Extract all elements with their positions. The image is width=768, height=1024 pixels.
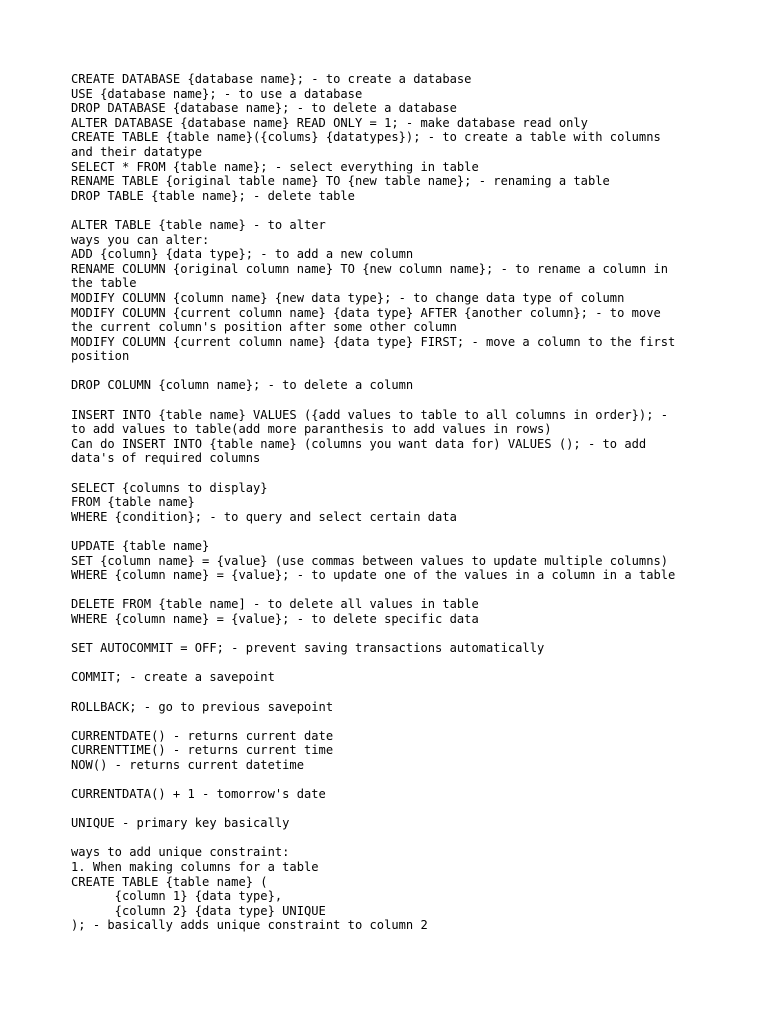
blank-line: [71, 393, 711, 408]
text-line: SET {column name} = {value} (use commas between values to update multiple columns): [71, 553, 669, 568]
text-line: and their datatype: [71, 144, 203, 159]
blank-line: [71, 685, 711, 700]
text-line: MODIFY COLUMN {column name} {new data type}; - to change data type of column: [71, 290, 625, 305]
text-line: data's of required columns: [71, 451, 261, 466]
text-line: RENAME COLUMN {original column name} TO {new column name}; - to rename a column in: [71, 261, 669, 276]
document-page: [71, 72, 711, 933]
text-line: the table: [71, 276, 137, 291]
text-line: the current column's position after some other column: [71, 320, 457, 335]
text-line: FROM {table name}: [71, 495, 195, 510]
text-line: ALTER TABLE {table name} - to alter: [71, 217, 326, 232]
text-line: COMMIT; - create a savepoint: [71, 670, 275, 685]
text-line: MODIFY COLUMN {current column name} {data type} FIRST; - move a column to the first: [71, 334, 676, 349]
blank-line: [71, 656, 711, 671]
blank-line: [71, 773, 711, 788]
text-line: position: [71, 349, 130, 364]
blank-line: [71, 524, 711, 539]
text-line: 1. When making columns for a table: [71, 860, 319, 875]
blank-line: [71, 714, 711, 729]
text-line: DROP COLUMN {column name}; - to delete a column: [71, 378, 414, 393]
text-line: INSERT INTO {table name} VALUES ({add values to table to all columns in order}); -: [71, 407, 669, 422]
text-line: CURRENTDATE() - returns current date: [71, 728, 334, 743]
text-line: WHERE {column name} = {value}; - to update one of the values in a column in a table: [71, 568, 676, 583]
text-line: ADD {column} {data type}; - to add a new column: [71, 247, 414, 262]
text-line: DELETE FROM {table name] - to delete all values in table: [71, 597, 479, 612]
text-line: CREATE TABLE {table name} (: [71, 874, 268, 889]
blank-line: [71, 364, 711, 379]
blank-line: [71, 466, 711, 481]
text-line: MODIFY COLUMN {current column name} {data type} AFTER {another column}; - to move: [71, 305, 661, 320]
text-line: CURRENTTIME() - returns current time: [71, 743, 334, 758]
text-line: {column 1} {data type},: [71, 889, 283, 904]
text-line: CREATE DATABASE {database name}; - to create a database: [71, 72, 472, 86]
text-line: CURRENTDATA() + 1 - tomorrow's date: [71, 787, 326, 802]
text-line: ); - basically adds unique constraint to column 2: [71, 918, 428, 933]
text-line: DROP DATABASE {database name}; - to delete a database: [71, 101, 457, 116]
blank-line: [71, 583, 711, 598]
text-line: RENAME TABLE {original table name} TO {new table name}; - renaming a table: [71, 174, 610, 189]
text-line: SELECT * FROM {table name}; - select everything in table: [71, 159, 479, 174]
blank-line: [71, 802, 711, 817]
text-line: {column 2} {data type} UNIQUE: [71, 903, 326, 918]
blank-line: [71, 203, 711, 218]
text-line: Can do INSERT INTO {table name} (columns you want data for) VALUES (); - to add: [71, 436, 647, 451]
text-line: SELECT {columns to display}: [71, 480, 268, 495]
text-line: UPDATE {table name}: [71, 539, 210, 553]
text-line: USE {database name}; - to use a database: [71, 86, 363, 101]
text-line: to add values to table(add more paranthesis to add values in rows): [71, 422, 552, 437]
text-line: DROP TABLE {table name}; - delete table: [71, 188, 355, 203]
text-line: ways you can alter:: [71, 232, 210, 247]
text-line: CREATE TABLE {table name}({colums} {datatypes}); - to create a table with columns: [71, 130, 661, 145]
blank-line: [71, 627, 711, 642]
text-line: WHERE {column name} = {value}; - to delete specific data: [71, 611, 479, 626]
text-line: ways to add unique constraint:: [71, 845, 290, 860]
blank-line: [71, 831, 711, 846]
text-line: WHERE {condition}; - to query and select certain data: [71, 509, 457, 524]
text-line: SET AUTOCOMMIT = OFF; - prevent saving transactions automatically: [71, 641, 545, 656]
text-line: ROLLBACK; - go to previous savepoint: [71, 699, 334, 714]
text-line: ALTER DATABASE {database name} READ ONLY = 1; - make database read only: [71, 115, 588, 130]
text-line: NOW() - returns current datetime: [71, 757, 304, 772]
text-line: UNIQUE - primary key basically: [71, 816, 290, 831]
